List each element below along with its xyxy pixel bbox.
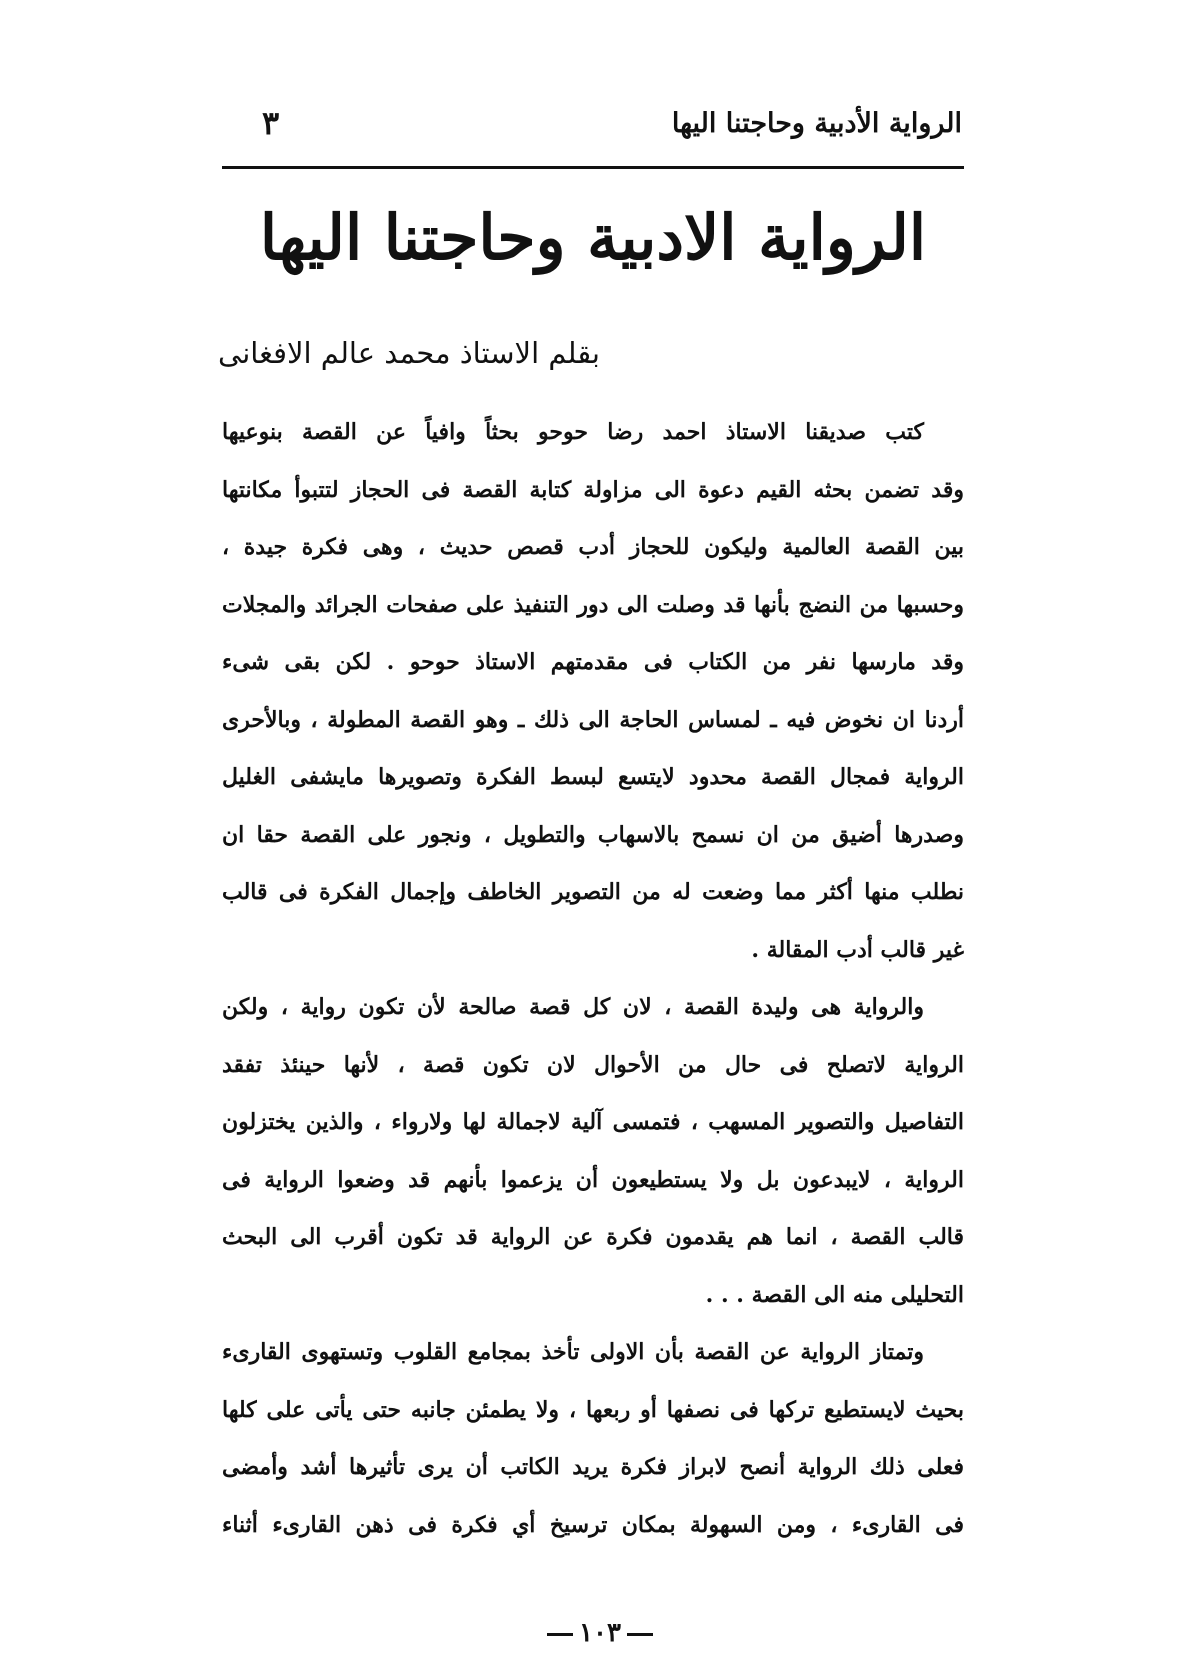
body-line: وتمتاز الرواية عن القصة بأن الاولى تأخذ بمجامع القلوب وتستهوى القارىء <box>222 1339 924 1365</box>
body-line: وصدرها أضيق من ان نسمح بالاسهاب والتطويل ، ونجور على القصة حقا ان <box>222 821 964 848</box>
body-line: فى القارىء ، ومن السهولة بمكان ترسيخ أي فكرة فى ذهن القارىء أثناء <box>222 1511 964 1538</box>
body-line: الرواية ، لايبدعون بل ولا يستطيعون أن يزعموا بأنهم قد وضعوا الرواية فى <box>222 1166 964 1193</box>
body-line: التفاصيل والتصوير المسهب ، فتمسى آلية لاجمالة لها ولارواء ، والذين يختزلون <box>222 1109 964 1135</box>
body-line: وحسبها من النضج بأنها قد وصلت الى دور التنفيذ على صفحات الجرائد والمجلات <box>222 591 964 618</box>
body-line: كتب صديقنا الاستاذ احمد رضا حوحو بحثاً وافياً عن القصة بنوعيها <box>222 419 924 445</box>
running-title: الرواية الأدبية وحاجتنا اليها <box>671 108 962 139</box>
body-line: بين القصة العالمية وليكون للحجاز أدب قصص حديث ، وهى فكرة جيدة ، <box>222 534 964 560</box>
header-rule <box>222 166 964 169</box>
body-line: قالب القصة ، انما هم يقدمون فكرة عن الرواية قد تكون أقرب الى البحث <box>222 1224 964 1250</box>
body-line: وقد مارسها نفر من الكتاب فى مقدمتهم الاستاذ حوحو . لكن بقى شىء <box>222 649 964 675</box>
running-header <box>262 104 962 156</box>
article-title: الرواية الادبية وحاجتنا اليها <box>259 201 927 274</box>
footer-page-number-text: ١٠٣ <box>579 1618 621 1648</box>
article-byline: بقلم الاستاذ محمد عالم الافغانى <box>218 336 600 370</box>
footer-dash-right <box>547 1633 573 1636</box>
body-line: أردنا ان نخوض فيه ـ لمساس الحاجة الى ذلك ـ وهو القصة المطولة ، وبالأحرى <box>222 706 964 733</box>
body-line: والرواية هى وليدة القصة ، لان كل قصة صالحة لأن تكون رواية ، ولكن <box>222 994 924 1020</box>
body-line: بحيث لايستطيع تركها فى نصفها أو ربعها ، ولا يطمئن جانبه حتى يأتى على كلها <box>222 1396 964 1423</box>
footer-page-number <box>500 1618 700 1648</box>
body-line: غير قالب أدب المقالة . <box>751 936 964 963</box>
footer-dash-left <box>627 1633 653 1636</box>
body-line: فعلى ذلك الرواية أنصح لابراز فكرة يريد الكاتب أن يرى تأثيرها أشد وأمضى <box>222 1454 964 1480</box>
article-body <box>222 404 964 1554</box>
body-line: التحليلى منه الى القصة . . . <box>705 1281 964 1308</box>
body-line: نطلب منها أكثر مما وضعت له من التصوير الخاطف وإجمال الفكرة فى قالب <box>222 879 964 905</box>
body-line: الرواية لاتصلح فى حال من الأحوال لان تكون قصة ، لأنها حينئذ تفقد <box>222 1051 964 1078</box>
body-line: الرواية فمجال القصة محدود لايتسع لبسط الفكرة وتصويرها مايشفى الغليل <box>222 764 964 790</box>
header-page-number: ٣ <box>262 104 280 142</box>
body-line: وقد تضمن بحثه القيم دعوة الى مزاولة كتابة القصة فى الحجاز لتتبوأ مكانتها <box>222 476 964 503</box>
